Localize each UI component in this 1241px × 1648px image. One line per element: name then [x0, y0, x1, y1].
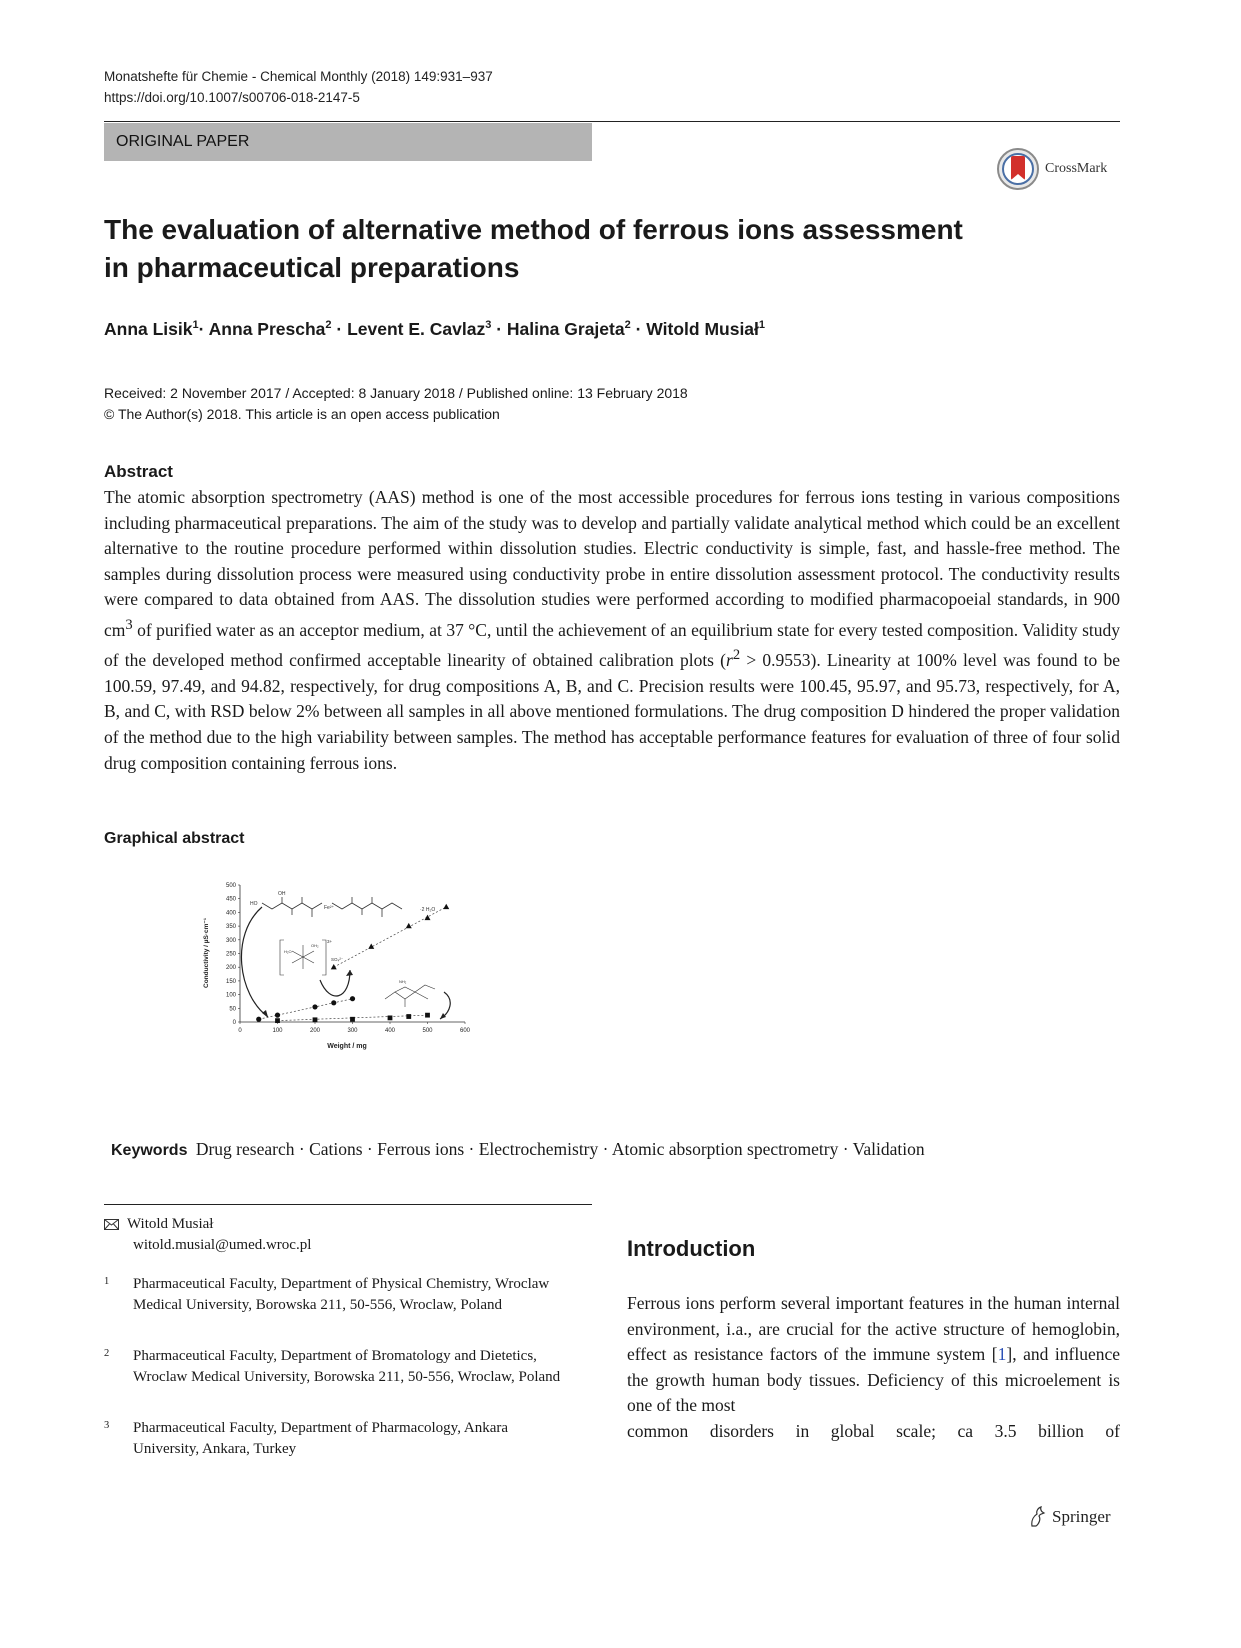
publication-dates [104, 383, 688, 425]
journal-citation: Monatshefte für Chemie - Chemical Monthly (2018) 149:931–937 [104, 69, 493, 84]
crossmark-label: CrossMark [1045, 161, 1108, 176]
correspondence-email[interactable]: witold.musial@umed.wroc.pl [133, 1237, 312, 1253]
dates-line: Received: 2 November 2017 / Accepted: 8 January 2018 / Published online: 13 February 2018 [104, 385, 688, 401]
trend-lines [259, 907, 447, 1021]
chart-annotation: H₂O [284, 949, 292, 954]
y-tick-label: 150 [225, 978, 236, 985]
chart-annotation: SO₄²⁻ [331, 957, 344, 962]
x-tick-label: 600 [459, 1028, 471, 1034]
chart-annotation: HO [250, 901, 258, 907]
data-point-square [350, 1017, 355, 1022]
keywords: Keywords Drug research · Cations · Ferrous ions · Electrochemistry · Atomic absorption spectrometry · Validation [111, 1139, 925, 1159]
chart-annotation: NH₂ [399, 979, 407, 984]
data-point-triangle [443, 904, 449, 909]
trend-line [334, 907, 447, 967]
author-name[interactable]: Witold Musiał [646, 319, 759, 339]
journal-header [104, 66, 493, 108]
footnote-rule [104, 1204, 592, 1205]
trend-line [259, 999, 353, 1020]
affiliation-text: Pharmaceutical Faculty, Department of Bromatology and Dietetics, Wroclaw Medical University, Borowska 211, 50-556, Wroclaw, Poland [133, 1348, 561, 1385]
affiliation-number: 3 [104, 1420, 110, 1431]
author-affiliation-mark: 3 [485, 319, 492, 332]
author-name[interactable]: Halina Grajeta [506, 319, 625, 339]
intro-last-line: common disorders in global scale; ca 3.5 billion of [627, 1420, 1120, 1441]
affiliation-text: Pharmaceutical Faculty, Department of Pharmacology, Ankara University, Ankara, Turkey [133, 1420, 509, 1457]
y-tick-label: 500 [225, 883, 236, 889]
arrow-heads [262, 970, 446, 1019]
author-name[interactable]: Anna Prescha [208, 319, 326, 339]
y-tick-label: 50 [229, 1006, 236, 1013]
keyword[interactable]: Electrochemistry [478, 1139, 599, 1159]
data-point-square [275, 1018, 280, 1023]
data-point-square [425, 1013, 430, 1018]
abstract-heading: Abstract [104, 462, 173, 481]
y-tick-label: 200 [225, 965, 236, 972]
author-affiliation-mark: 1 [192, 319, 199, 332]
correspondence-name: Witold Musiał [127, 1216, 214, 1232]
publisher-name: Springer [1052, 1507, 1111, 1526]
abstract-part: > 0.9553). Linearity at 100% level was found to be 100.59, 97.49, and 94.82, respectively, for drug compositions A, B, and C. Precision results were 100.45, 95.97, and 95.73, respectively, for A, B, and C, with RSD below 2% between all samples in all above mentioned formulations. The drug composition D hindered the proper validation of the method due to the high variability between samples. The method has acceptable performance features for evaluation of three of four solid drug composition containing ferrous ions. [104, 650, 1120, 773]
superscript: 3 [125, 616, 133, 633]
x-tick-label: 500 [422, 1028, 433, 1034]
x-tick-label: 200 [309, 1028, 321, 1034]
chart-annotation: Fe²⁺ [324, 905, 335, 911]
superscript: 2 [732, 647, 741, 664]
y-tick-label: 450 [225, 896, 236, 903]
chart-annotation: OH₂ [311, 943, 319, 948]
author-name[interactable]: Levent E. Cavlaz [347, 319, 486, 339]
correspondence [104, 1214, 311, 1256]
doi-link[interactable]: https://doi.org/10.1007/s00706-018-2147-5 [104, 90, 360, 105]
introduction-heading: Introduction [627, 1236, 756, 1261]
data-point-circle [331, 1000, 336, 1005]
affiliation-1 [104, 1274, 574, 1316]
chart-annotation: OH [278, 891, 286, 897]
y-axis-label: Conductivity / µS·cm⁻¹ [203, 917, 210, 989]
envelope-icon [104, 1219, 119, 1230]
x-tick-label: 0 [238, 1028, 242, 1034]
abstract-text [104, 485, 1120, 776]
data-point-triangle [331, 964, 337, 969]
intro-part: Ferrous ions perform several important features in the human internal environment, i.a., are crucial for the active structure of hemoglobin, effect as resistance factors of the immune system [ [627, 1293, 1120, 1365]
y-tick-label: 250 [225, 951, 236, 958]
y-tick-label: 100 [225, 992, 236, 999]
paper-title [104, 211, 984, 287]
variable-r: r [726, 650, 733, 671]
y-tick-label: 400 [225, 910, 236, 917]
affiliation-3 [104, 1418, 574, 1460]
data-point-circle [256, 1017, 261, 1022]
keyword[interactable]: Drug research [195, 1139, 295, 1159]
reference-link[interactable]: 1 [997, 1344, 1007, 1365]
intro-part: ], and influence the growth human body tissues. Deficiency of this microelement is one of the most [627, 1344, 1120, 1416]
author-name[interactable]: Anna Lisik [104, 319, 193, 339]
publisher-logo [1028, 1506, 1111, 1528]
paper-type-label: ORIGINAL PAPER [104, 123, 592, 161]
data-point-circle [275, 1013, 280, 1018]
data-point-triangle [406, 923, 412, 928]
affiliation-2 [104, 1346, 574, 1388]
y-tick-label: 350 [225, 924, 236, 931]
chart-annotation: ·2 H₂O [420, 907, 436, 913]
x-tick-label: 400 [384, 1028, 396, 1034]
header-rule [104, 121, 1120, 122]
graphical-abstract-heading: Graphical abstract [104, 830, 245, 847]
y-tick-label: 300 [225, 937, 236, 944]
springer-horse-icon [1028, 1506, 1046, 1528]
author-affiliation-mark: 1 [758, 319, 766, 332]
molecule-glycinate-sketch [385, 985, 435, 1007]
data-points [256, 904, 449, 1023]
author-list: Anna Lisik$^1$· Anna Prescha$^2$ · Levent E. Cavlaz$^3$ · Halina Grajeta$^2$ · Witold Musiał$^1$ [104, 319, 766, 339]
introduction-text [627, 1291, 1120, 1445]
crossmark-badge[interactable] [996, 147, 1107, 191]
data-point-square [313, 1017, 318, 1022]
y-tick-label: 0 [232, 1020, 236, 1026]
x-axis-label: Weight / mg [327, 1043, 367, 1050]
keywords-label: Keywords [111, 1142, 188, 1159]
curved-arrows [241, 907, 450, 1019]
keyword[interactable]: Atomic absorption spectrometry [611, 1139, 839, 1159]
crossmark-icon [996, 147, 1040, 191]
keyword[interactable]: Ferrous ions [377, 1139, 465, 1159]
affiliation-number: 1 [104, 1276, 110, 1287]
abstract-part: of purified water as an acceptor medium, at 37 °C, until the achievement of an equilibrium state for every tested composition. Validity study of the developed method confirmed acceptable linearity of obtained calibration plots ( [104, 619, 1120, 671]
abstract-part: The atomic absorption spectrometry (AAS) method is one of the most accessible procedures for ferrous ions testing in various compositions including pharmaceutical preparations. The aim of the study was to develop and partially validate analytical method which could be an excellent alternative to the routine procedure performed within dissolution studies. Electric conductivity is simple, fast, and hassle-free method. The samples during dissolution process were measured using conductivity probe in entire dissolution assessment protocol. The conductivity results were compared to data obtained from AAS. The dissolution studies were performed according to modified pharmacopoeial standards, in 900 cm [104, 487, 1120, 640]
chart-axes [238, 885, 465, 1024]
title-line-1: The evaluation of alternative method of ferrous ions assessment [104, 214, 963, 245]
license-line: © The Author(s) 2018. This article is an open access publication [104, 406, 500, 422]
author-affiliation-mark: 2 [325, 319, 332, 332]
data-point-circle [312, 1004, 317, 1009]
title-line-2: in pharmaceutical preparations [104, 252, 520, 283]
affiliation-text: Pharmaceutical Faculty, Department of Physical Chemistry, Wroclaw Medical University, Borowska 211, 50-556, Wroclaw, Poland [133, 1276, 550, 1313]
x-tick-label: 100 [272, 1028, 283, 1034]
keyword[interactable]: Cations [309, 1139, 363, 1159]
author-affiliation-mark: 2 [624, 319, 631, 332]
x-tick-label: 300 [347, 1028, 358, 1034]
affiliation-number: 2 [104, 1348, 110, 1359]
data-point-square [406, 1014, 411, 1019]
chart-annotation: 3+ [327, 939, 333, 944]
x-tick-labels [238, 1028, 470, 1034]
molecule-hexaaqua-sketch [280, 940, 326, 975]
graphical-abstract-chart [200, 883, 500, 1095]
data-point-circle [350, 996, 355, 1001]
data-point-square [388, 1015, 393, 1020]
y-tick-labels [226, 883, 237, 1026]
keyword[interactable]: Validation [852, 1139, 925, 1159]
